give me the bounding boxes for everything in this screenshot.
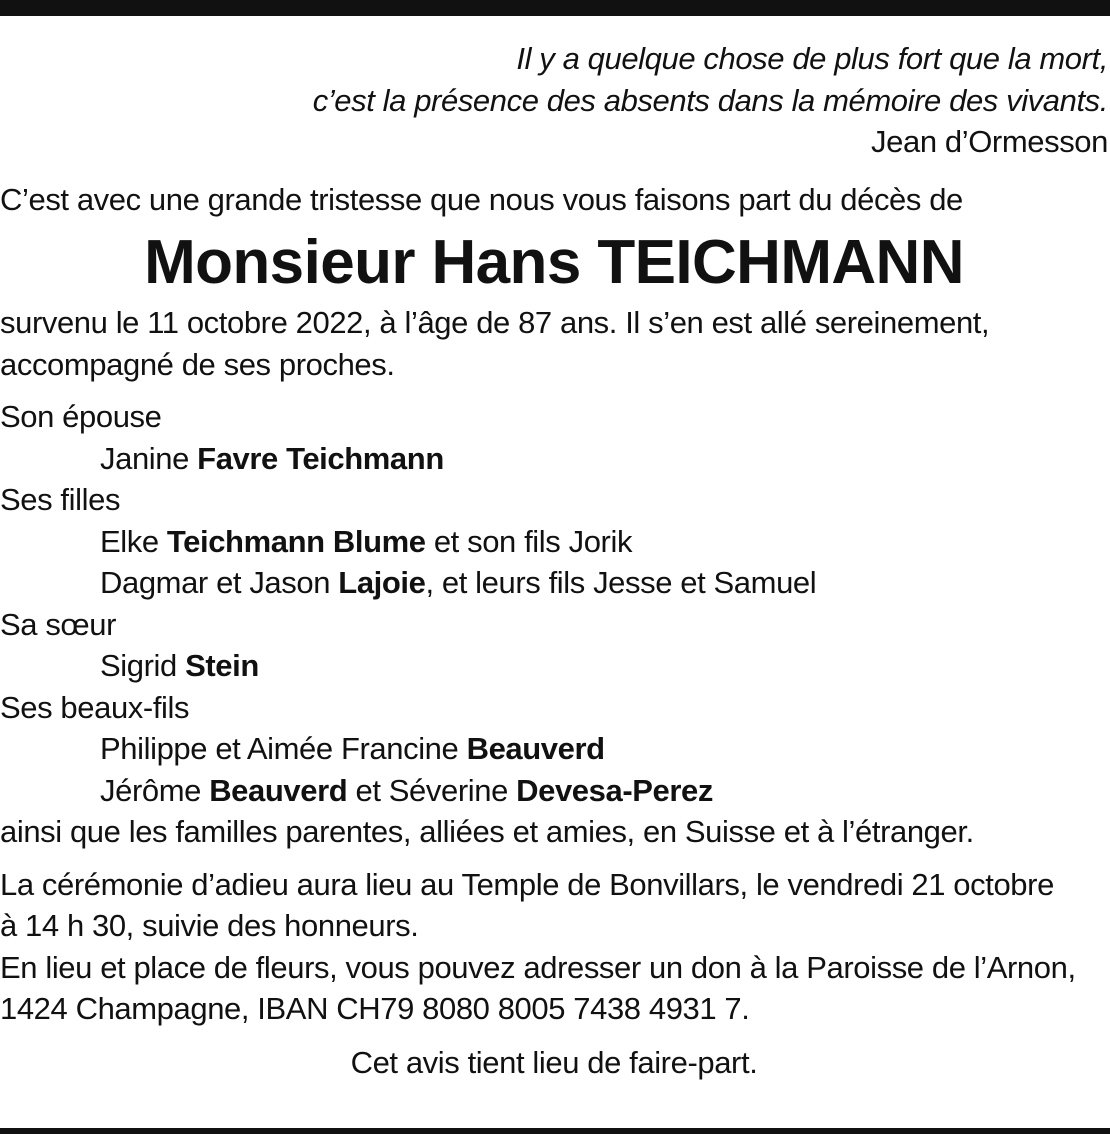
epigraph-line-1: Il y a quelque chose de plus fort que la mort,: [516, 41, 1108, 76]
obituary-notice: [0, 38, 1108, 1083]
announcement-intro: C’est avec une grande tristesse que nous vous faisons part du décès de: [0, 181, 963, 217]
daughter1-first: Elke: [100, 523, 167, 559]
stepsons-heading: Ses beaux-fils: [0, 689, 190, 725]
stepson2-last2: Devesa-Perez: [516, 772, 713, 808]
sister-heading: Sa sœur: [0, 606, 117, 642]
spouse-heading: Son épouse: [0, 399, 162, 434]
stepson2-last: Beauverd: [209, 772, 348, 808]
epigraph-line-2: c’est la présence des absents dans la mémoire des vivants.: [312, 82, 1108, 118]
stepson2-first: Jérôme: [100, 772, 210, 808]
deceased-name: Monsieur Hans TEICHMANN: [144, 228, 964, 297]
ceremony-line-1: La cérémonie d’adieu aura lieu au Temple de Bonvillars, le vendredi 21 octobre: [0, 866, 1054, 902]
stepson1-last: Beauverd: [466, 731, 605, 766]
epigraph-author: Jean d’Ormesson: [871, 124, 1108, 159]
spouse-last: Favre Teichmann: [197, 440, 444, 476]
spouse-entry: [0, 438, 1108, 480]
daughter1-last: Teichmann Blume: [166, 523, 426, 559]
stepson1-first: Philippe et Aimée Francine: [100, 731, 467, 766]
epigraph: [0, 38, 1108, 163]
bottom-rule: [0, 1128, 1110, 1134]
stepson2-mid: et Séverine: [347, 772, 517, 808]
donation-line-1: En lieu et place de fleurs, vous pouvez adresser un don à la Paroisse de l’Arnon,: [0, 949, 1076, 985]
spouse-first: Janine: [100, 440, 198, 476]
daughter2-first: Dagmar et Jason: [100, 565, 339, 600]
daughter2-last: Lajoie: [338, 565, 426, 600]
daughter2-after: , et leurs fils Jesse et Samuel: [425, 565, 817, 600]
sister-entry: [0, 645, 1108, 687]
ceremony-line-2: à 14 h 30, suivie des honneurs.: [0, 908, 419, 943]
donation-line-2: 1424 Champagne, IBAN CH79 8080 8005 7438 4931 7.: [0, 991, 750, 1026]
death-info-line-2: accompagné de ses proches.: [0, 346, 395, 382]
family-list: [0, 396, 1108, 853]
top-rule: [0, 0, 1110, 16]
daughter1-after: et son fils Jorik: [425, 523, 633, 559]
daughter-entry-2: [0, 562, 1108, 604]
extended-family: ainsi que les familles parentes, alliées et amies, en Suisse et à l’étranger.: [0, 814, 974, 849]
stepson-entry-1: [0, 728, 1108, 770]
stepson-entry-2: [0, 770, 1108, 812]
daughter-entry-1: [0, 521, 1108, 563]
closing-note: Cet avis tient lieu de faire-part.: [350, 1044, 758, 1080]
ceremony-info: [0, 864, 1108, 1030]
daughters-heading: Ses filles: [0, 482, 121, 517]
sister-last: Stein: [185, 648, 259, 683]
sister-first: Sigrid: [100, 648, 186, 683]
death-info-line-1: survenu le 11 octobre 2022, à l’âge de 87 ans. Il s’en est allé sereinement,: [0, 305, 990, 340]
death-info: [0, 302, 1108, 385]
